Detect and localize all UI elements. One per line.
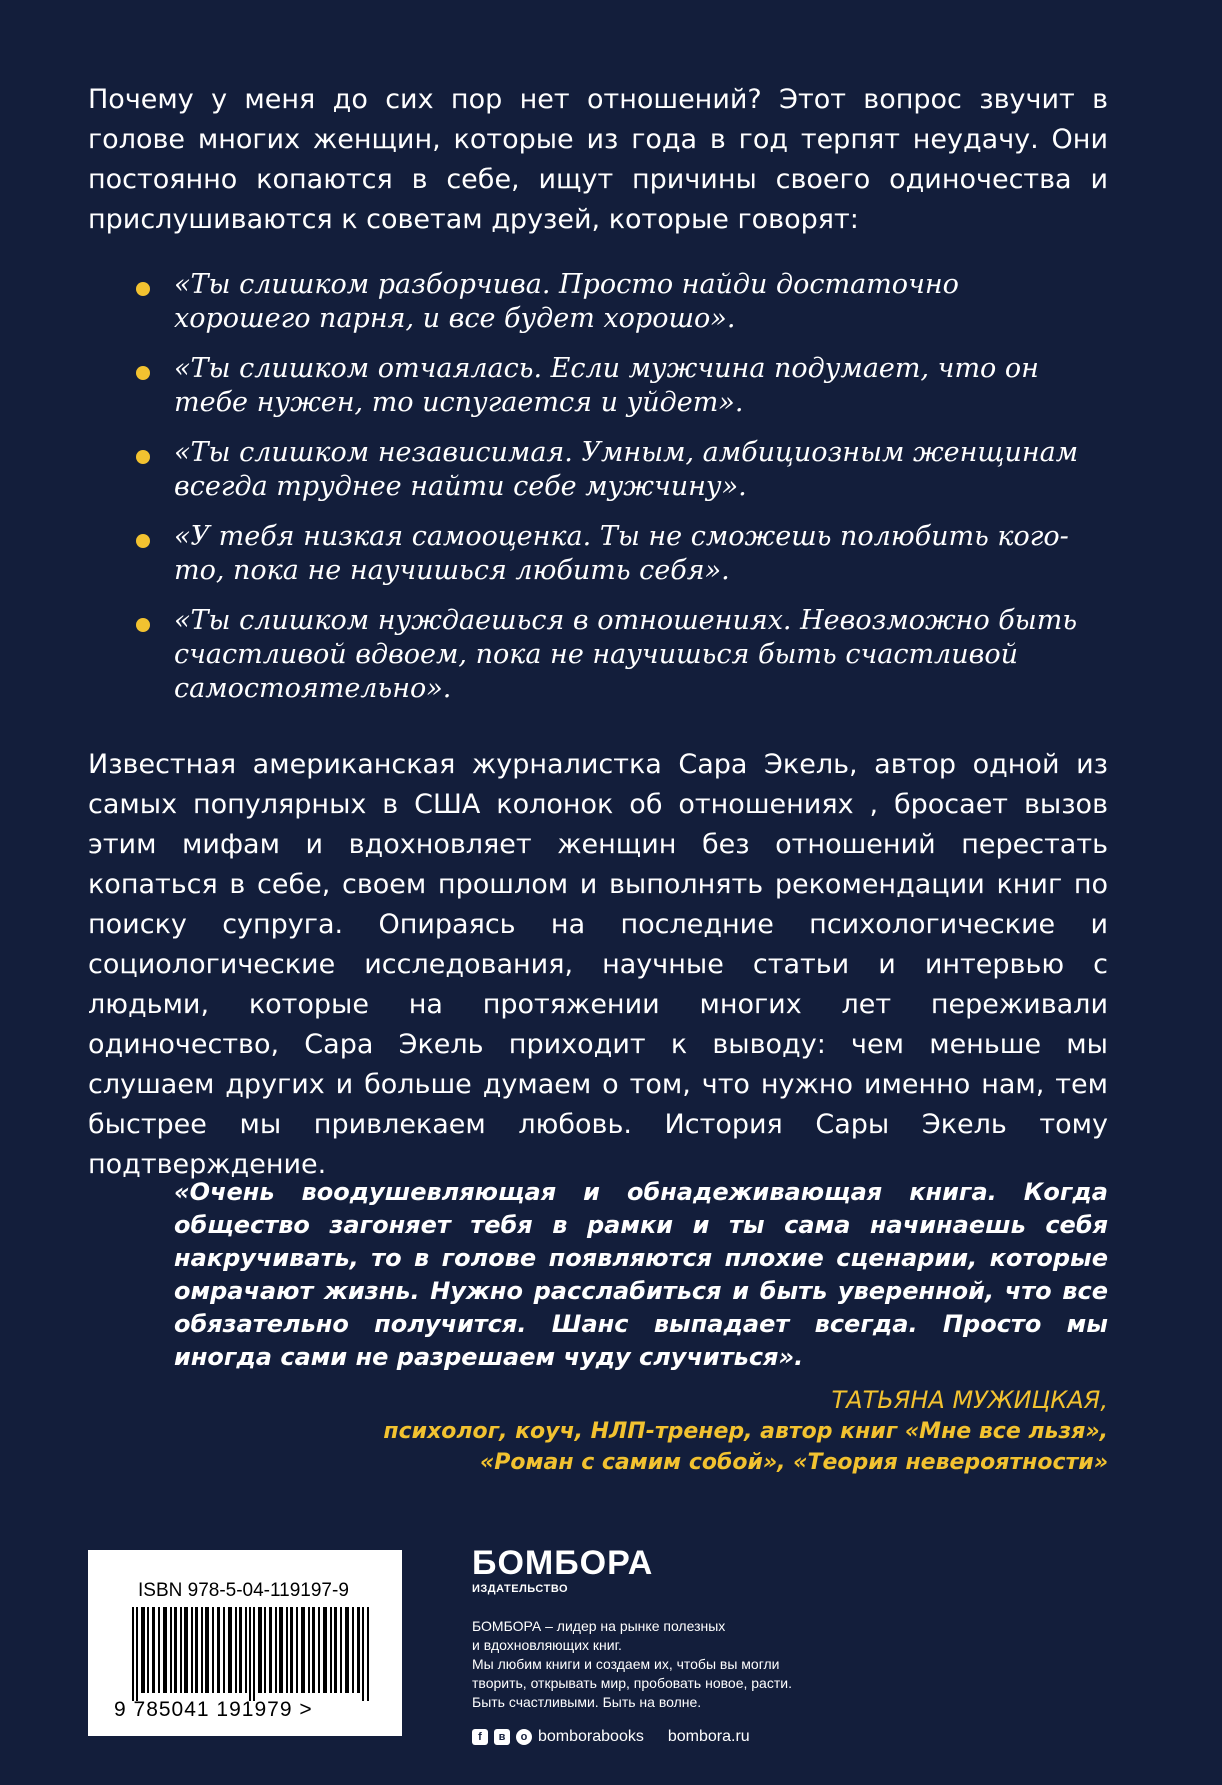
publisher-description bbox=[472, 1617, 892, 1712]
bullet-dot-icon bbox=[136, 618, 150, 632]
list-item bbox=[130, 352, 1090, 420]
quotes-list bbox=[130, 268, 1090, 722]
bullet-dot-icon bbox=[136, 450, 150, 464]
list-item bbox=[130, 520, 1090, 588]
quote-text: «Ты слишком разборчива. Просто найди достаточно хорошего парня, и все будет хорошо». bbox=[174, 269, 959, 334]
review-author: ТАТЬЯНА МУЖИЦКАЯ, bbox=[831, 1386, 1108, 1414]
quote-text: «У тебя низкая самооценка. Ты не сможешь полюбить кого-то, пока не научишься любить себя». bbox=[174, 521, 1069, 586]
list-item bbox=[130, 436, 1090, 504]
review-attribution bbox=[348, 1385, 1108, 1478]
publisher-logo: БОМБОРА bbox=[472, 1544, 654, 1582]
ean-digits: 9 785041 191979 > bbox=[114, 1698, 313, 1721]
bullet-dot-icon bbox=[136, 366, 150, 380]
intro-paragraph: Почему у меня до сих пор нет отношений? Этот вопрос звучит в голове многих женщин, которые из года в год терпят неудачу. Они постоянно копаются в себе, ищут причины своего одиночества и прислушиваются к советам друзей, которые говорят: bbox=[88, 84, 1108, 235]
review-author-role: психолог, коуч, НЛП-тренер, автор книг «Мне все льзя», bbox=[383, 1419, 1108, 1444]
vk-icon[interactable]: в bbox=[494, 1729, 510, 1745]
publisher-desc-line: БОМБОРА – лидер на рынке полезных bbox=[472, 1618, 726, 1634]
website-link[interactable]: bombora.ru bbox=[667, 1728, 750, 1745]
social-handle[interactable]: bomborabooks bbox=[538, 1728, 644, 1745]
quote-text: «Ты слишком нуждаешься в отношениях. Невозможно быть счастливой вдвоем, пока не научишься быть счастливой самостоятельно». bbox=[174, 605, 1078, 704]
review-author-role: «Роман с самим собой», «Теория невероятности» bbox=[479, 1450, 1108, 1475]
publisher-desc-line: Мы любим книги и создаем их, чтобы вы могли bbox=[472, 1656, 780, 1672]
publisher-block bbox=[472, 1545, 892, 1746]
list-item bbox=[130, 604, 1090, 706]
bullet-dot-icon bbox=[136, 282, 150, 296]
list-item bbox=[130, 268, 1090, 336]
review-quote: «Очень воодушевляющая и обнадеживающая книга. Когда общество загоняет тебя в рамки и ты сама начинаешь себя накручивать, то в голове появляются плохие сценарии, которые омрачают жизнь. Нужно расслабиться и быть уверенной, что все обязательно получится. Шанс выпадает всегда. Просто мы иногда сами не разрешаем чуду случиться». bbox=[174, 1178, 1108, 1371]
publisher-subtitle: ИЗДАТЕЛЬСТВО bbox=[472, 1583, 569, 1595]
barcode-bars-icon bbox=[132, 1607, 372, 1701]
publisher-desc-line: творить, открывать мир, пробовать новое, расти. bbox=[472, 1675, 792, 1691]
publisher-links bbox=[472, 1728, 892, 1746]
quote-text: «Ты слишком отчаялась. Если мужчина подумает, что он тебе нужен, то испугается и уйдет». bbox=[174, 353, 1039, 418]
facebook-icon[interactable]: f bbox=[472, 1729, 488, 1745]
publisher-desc-line: Быть счастливыми. Быть на волне. bbox=[472, 1694, 702, 1710]
quote-text: «Ты слишком независимая. Умным, амбициозным женщинам всегда труднее найти себе мужчину». bbox=[174, 437, 1079, 502]
body-paragraph: Известная американская журналистка Сара Экель, автор одной из самых популярных в США колонок об отношениях , бросает вызов этим мифам и вдохновляет женщин без отношений перестать копаться в себе, своем прошлом и выполнять рекомендации книг по поиску супруга. Опираясь на последние психологические и социологические исследования, научные статьи и интервью с людьми, которые на протяжении многих лет переживали одиночество, Сара Экель приходит к выводу: чем меньше мы слушаем других и больше думаем о том, что нужно именно нам, тем быстрее мы привлекаем любовь. История Сары Экель тому подтверждение. bbox=[88, 749, 1108, 1180]
bullet-dot-icon bbox=[136, 534, 150, 548]
publisher-desc-line: и вдохновляющих книг. bbox=[472, 1637, 622, 1653]
isbn-barcode bbox=[88, 1550, 402, 1736]
instagram-icon[interactable]: o bbox=[516, 1729, 532, 1745]
isbn-label: ISBN 978-5-04-119197-9 bbox=[138, 1580, 349, 1601]
